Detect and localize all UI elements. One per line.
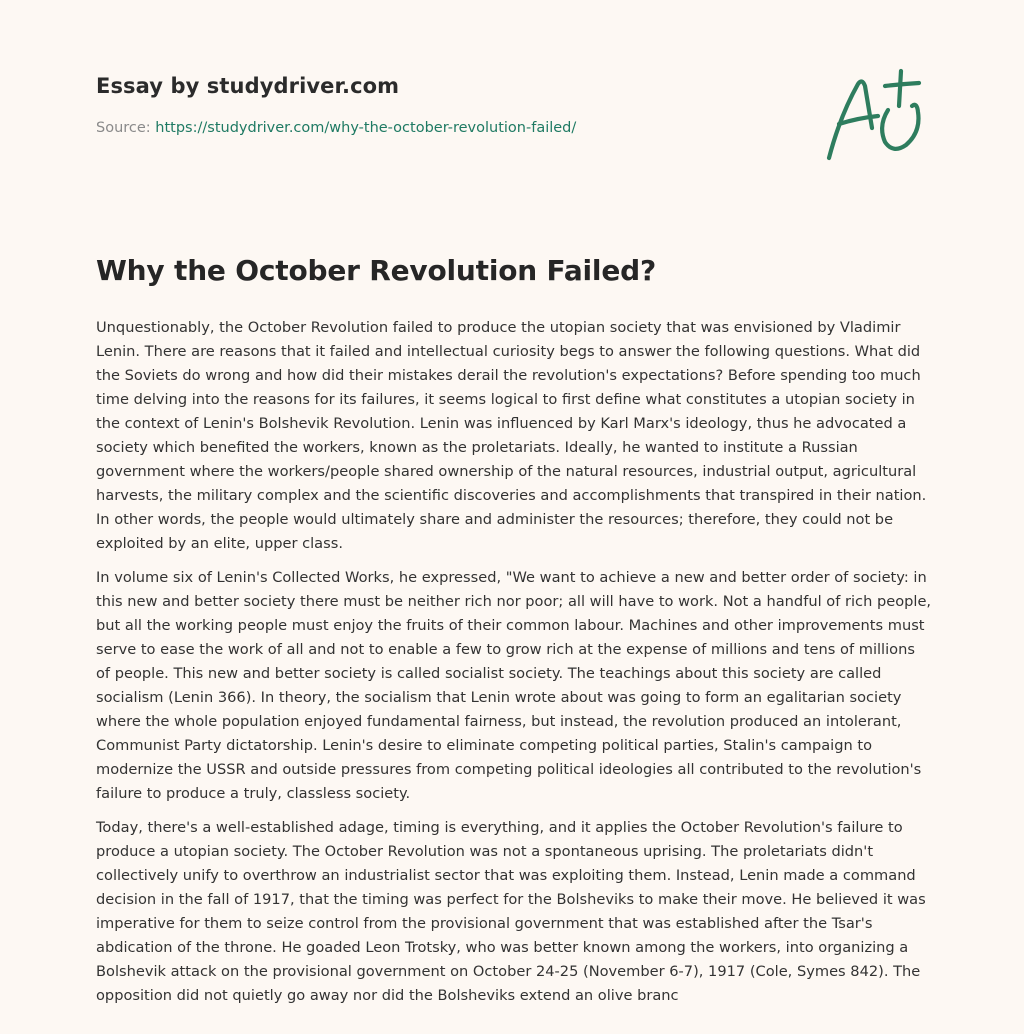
paragraph: Unquestionably, the October Revolution failed to produce the utopian society that was envisioned by Vladimir Lenin. There are reasons that it failed and intellectual curiosity begs to answer the following questions. What did the Soviets do wrong and how did their mistakes derail the revolution's expectations? Before spending too much time delving into the reasons for its failures, it seems logical to first define what constitutes a utopian society in the context of Lenin's Bolshevik Revolution. Lenin was influenced by Karl Marx's ideology, thus he advocated a society which benefited the workers, known as the proletariats. Ideally, he wanted to institute a Russian government where the workers/people shared ownership of the natural resources, industrial output, agricultural harvests, the military complex and the scientific discoveries and accomplishments that transpired in their nation. In other words, the people would ultimately share and administer the resources; therefore, they could not be exploited by an elite, upper class.: [96, 319, 927, 552]
source-link[interactable]: https://studydriver.com/why-the-october-revolution-failed/: [155, 120, 577, 136]
source-line: [96, 120, 796, 136]
article-body: [96, 316, 932, 1018]
a-plus-grade-icon: [822, 66, 930, 166]
source-label: Source:: [96, 120, 156, 136]
paragraph: In volume six of Lenin's Collected Works, he expressed, "We want to achieve a new and better order of society: in this new and better society there must be neither rich nor poor; all will have to work. Not a handful of rich people, but all the working people must enjoy the fruits of their common labour. Machines and other improvements must serve to ease the work of all and not to enable a few to grow rich at the expense of millions and tens of millions of people. This new and better society is called socialist society. The teachings about this society are called socialism (Lenin 366). In theory, the socialism that Lenin wrote about was going to form an egalitarian society where the whole population enjoyed fundamental fairness, but instead, the revolution produced an intolerant, Communist Party dictatorship. Lenin's desire to eliminate competing political parties, Stalin's campaign to modernize the USSR and outside pressures from competing political ideologies all contributed to the revolution's failure to produce a truly, classless society.: [96, 569, 932, 802]
essay-header: [96, 74, 796, 136]
paragraph: Today, there's a well-established adage, timing is everything, and it applies the October Revolution's failure to produce a utopian society. The October Revolution was not a spontaneous uprising. The proletariats didn't collectively unify to overthrow an industrialist sector that was exploiting them. Instead, Lenin made a command decision in the fall of 1917, that the timing was perfect for the Bolsheviks to make their move. He believed it was imperative for them to seize control from the provisional government that was established after the Tsar's abdication of the throne. He goaded Leon Trotsky, who was better known among the workers, into organizing a Bolshevik attack on the provisional government on October 24-25 (November 6-7), 1917 (Cole, Symes 842). The opposition did not quietly go away nor did the Bolsheviks extend an olive branc: [96, 819, 926, 1004]
article-title: Why the October Revolution Failed?: [96, 254, 657, 287]
site-title: Essay by studydriver.com: [96, 74, 400, 98]
